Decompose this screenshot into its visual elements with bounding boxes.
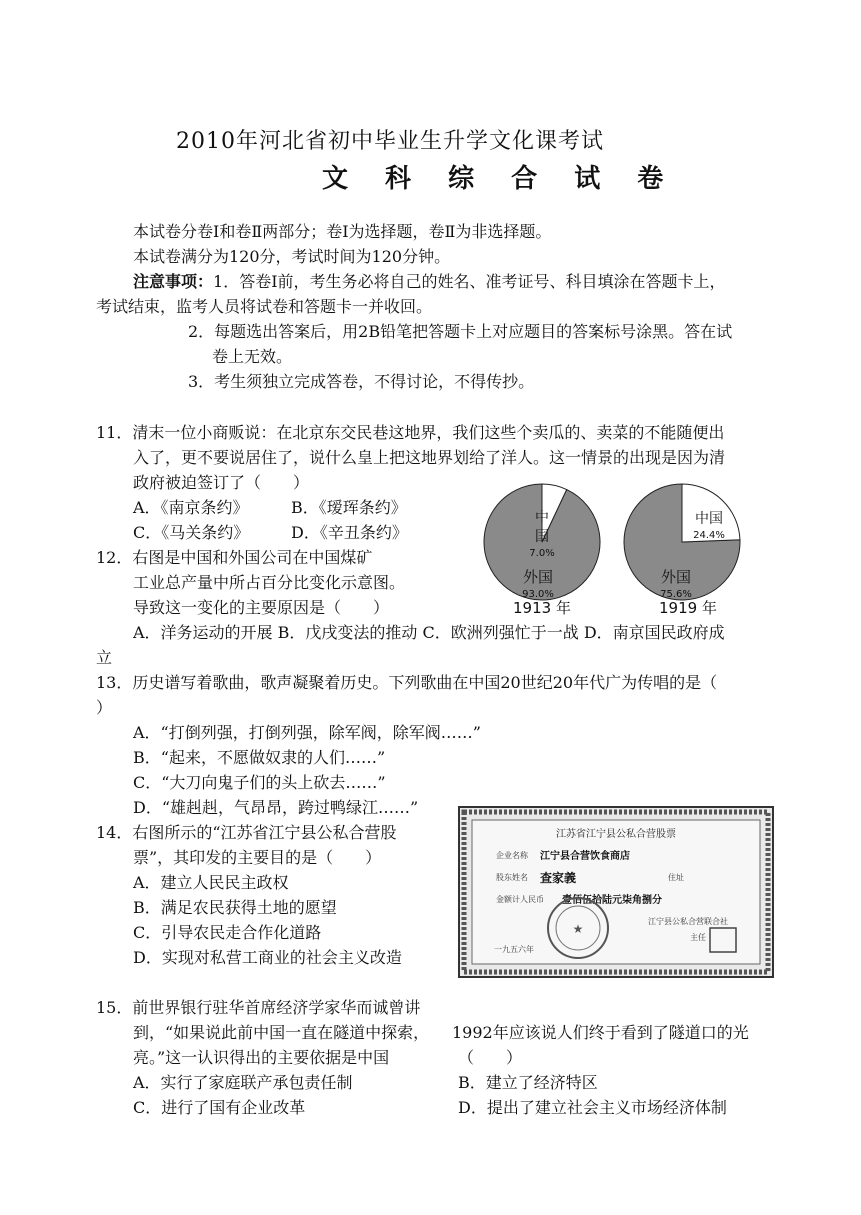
q14-option-b: B．满足农民获得土地的愿望: [133, 898, 337, 917]
certificate-row3-label: 金额计人民币: [496, 895, 544, 904]
pie-1913-china-label-1: 中: [535, 510, 549, 526]
q15-line-3b: （ ）: [458, 1048, 523, 1067]
pie-chart-1913: [484, 484, 600, 600]
notice-1-line-1: [133, 272, 726, 292]
notice-2-line-1: 2．每题选出答案后，用2B铅笔把答题卡上对应题目的答案标号涂黑。答在试: [188, 322, 733, 341]
certificate-row2-label: 股东姓名: [496, 873, 528, 882]
certificate-row1-label: 企业名称: [496, 851, 528, 860]
q13-option-c: C．“大刀向鬼子们的头上砍去……”: [133, 773, 386, 792]
q13-option-a: A．“打倒列强，打倒列强，除军阀，除军阀……”: [133, 723, 481, 742]
notice-3: 3．考生须独立完成答卷，不得讨论，不得传抄。: [188, 372, 535, 391]
pie-1919-foreign-label: 外国: [660, 568, 692, 586]
q11-option-d: D．《辛丑条约》: [291, 523, 408, 542]
certificate-row1-value: 江宁县合营饮食商店: [540, 851, 630, 862]
pie-1913-title: 1913 年: [513, 599, 571, 617]
q11-option-a: A．《南京条约》: [133, 498, 249, 517]
q12-line-2: 工业总产量中所占百分比变化示意图。: [133, 573, 406, 592]
q15-line-1: 15．前世界银行驻华首席经济学家华而诚曾讲: [96, 998, 421, 1017]
q15-line-2b: 1992年应该说人们终于看到了隧道口的光: [452, 1023, 749, 1042]
q15-option-a: A．实行了家庭联产承包责任制: [133, 1073, 353, 1092]
q11-option-b: B．《瑷珲条约》: [291, 498, 407, 517]
exam-subtitle: 文 科 综 合 试 卷: [322, 164, 678, 194]
q14-line-2: 票”，其印发的主要目的是（ ）: [133, 848, 382, 867]
intro-line-2: 本试卷满分为120分，考试时间为120分钟。: [133, 247, 451, 266]
q13-option-d: D．“雄赳赳，气昂昂，跨过鸭绿江……”: [133, 798, 419, 817]
notice-label: 注意事项：: [133, 272, 214, 291]
q14-option-a: A．建立人民民主政权: [133, 873, 289, 892]
pie-1919-title: 1919 年: [659, 599, 717, 617]
q12-line-1: 12．右图是中国和外国公司在中国煤矿: [96, 548, 373, 567]
q13-option-b: B．“起来，不愿做奴隶的人们……”: [133, 748, 386, 767]
exam-title: 2010年河北省初中毕业生升学文化课考试: [176, 129, 604, 154]
pie-1913-china-value: 7.0%: [529, 548, 555, 559]
coal-share-pie-charts: [462, 482, 762, 622]
pie-1913-china-label-2: 国: [535, 529, 549, 545]
q12-options-cont: 立: [96, 648, 113, 667]
pie-1919-china-label: 中国: [695, 511, 723, 527]
pie-1913-foreign-value: 93.0%: [522, 589, 554, 600]
q15-option-c: C．进行了国有企业改革: [133, 1098, 306, 1117]
q15-line-2a: 到，“如果说此前中国一直在隧道中探索，: [133, 1023, 430, 1042]
certificate-row2-extra: 住址: [668, 873, 684, 882]
q14-option-c: C．引导农民走合作化道路: [133, 923, 322, 942]
certificate-row2-value: 查家義: [540, 871, 577, 885]
q12-options: A．洋务运动的开展 B．戊戌变法的推动 C．欧洲列强忙于一战 D．南京国民政府成: [133, 623, 725, 642]
q15-option-b: B．建立了经济特区: [458, 1073, 598, 1092]
q11-line-2: 入了，更不要说居住了，说什么皇上把这地界划给了洋人。这一情景的出现是因为清: [133, 448, 726, 467]
q13-line-2: ）: [96, 698, 113, 717]
q12-line-3: 导致这一变化的主要原因是（ ）: [133, 598, 390, 617]
share-certificate-image: [458, 806, 774, 978]
certificate-issuer: 江宁县公私合营联合社: [648, 917, 728, 926]
q11-line-1: 11．清末一位小商贩说：在北京东交民巷这地界，我们这些个卖瓜的、卖菜的不能随便出: [96, 423, 725, 442]
q14-option-d: D．实现对私营工商业的社会主义改造: [133, 948, 402, 967]
certificate-issuer-role: 主任: [690, 933, 706, 942]
q15-line-3a: 亮。”这一认识得出的主要依据是中国: [133, 1048, 390, 1067]
pie-1919-china-value: 24.4%: [693, 530, 725, 541]
notice-1-line-2: 考试结束，监考人员将试卷和答题卡一并收回。: [96, 297, 433, 316]
pie-1919-foreign-value: 75.6%: [660, 589, 692, 600]
pie-chart-1919: [624, 484, 740, 600]
q11-line-3: 政府被迫签订了（ ）: [133, 473, 310, 492]
notice-2-line-2: 卷上无效。: [212, 347, 293, 366]
intro-line-1: 本试卷分卷Ⅰ和卷Ⅱ两部分；卷Ⅰ为选择题，卷Ⅱ为非选择题。: [133, 222, 552, 241]
notice-1-text: 1．答卷Ⅰ前，考生务必将自己的姓名、准考证号、科目填涂在答题卡上，: [213, 272, 726, 291]
svg-text:★: ★: [572, 922, 584, 936]
q14-line-1: 14．右图所示的“江苏省江宁县公私合营股: [96, 823, 397, 842]
q15-option-d: D．提出了建立社会主义市场经济体制: [458, 1098, 727, 1117]
certificate-date: 一九五六年: [494, 945, 534, 954]
q11-option-c: C．《马关条约》: [133, 523, 250, 542]
q13-line-1: 13．历史谱写着歌曲，歌声凝聚着历史。下列歌曲在中国20世纪20年代广为传唱的是（: [96, 673, 718, 692]
pie-1913-foreign-label: 外国: [522, 568, 554, 586]
certificate-row3-value: 壹佰伍拾陆元柒角捌分: [562, 895, 662, 906]
certificate-heading: 江苏省江宁县公私合营股票: [556, 829, 676, 840]
